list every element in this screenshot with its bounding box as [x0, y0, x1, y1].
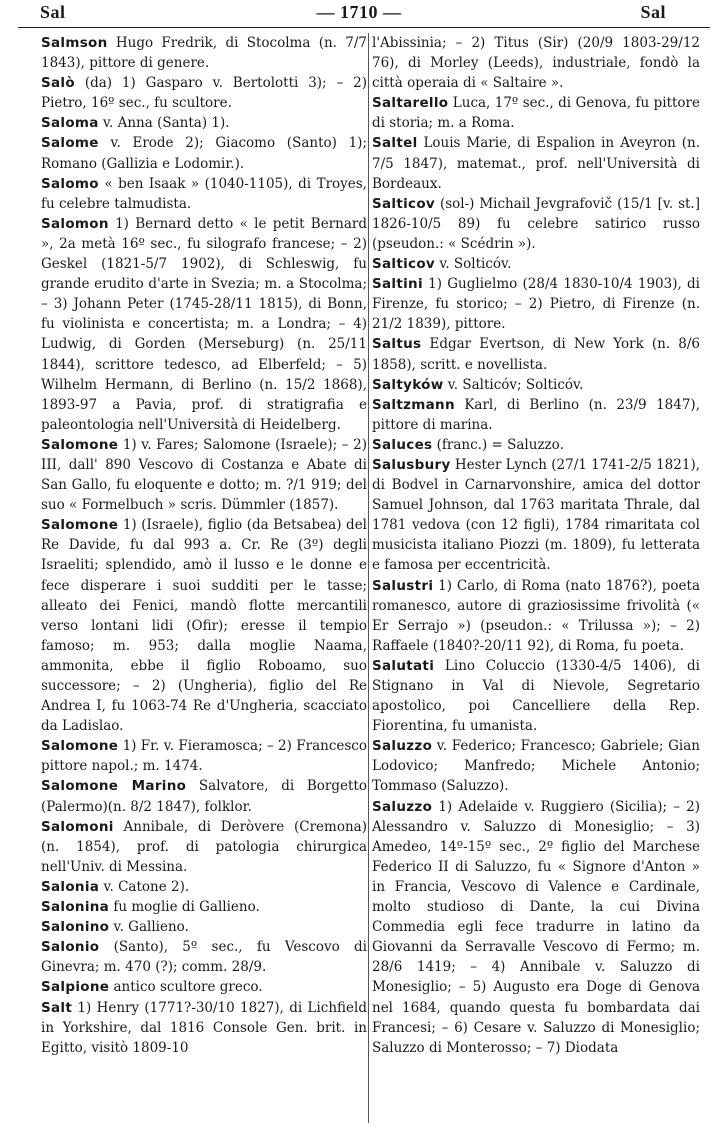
entry-text: Edgar Evertson, di New York (n. 8/6 1858), scritt. e novellista.	[372, 336, 700, 373]
entry-headword: Saloma	[41, 115, 99, 132]
dictionary-entry	[372, 736, 700, 796]
entry-text: 1) v. Fares; Salomone (Israele); – 2) III, dall' 890 Vescovo di Costanza e Abate di San Gallo, fu eloquente e dotto; m. ?/1 919; del suo « Formelbuch » scris. Dümmler (1857).	[41, 436, 367, 514]
entry-headword: Salt	[41, 999, 73, 1016]
header-rule	[18, 27, 710, 28]
dictionary-entry	[372, 274, 700, 334]
entry-headword: Salomone	[41, 738, 119, 755]
entry-text: 1) (Israele), figlio (da Betsabea) del Re Davide, fu dal 993 a. Cr. Re (3º) degli Israeliti; splendido, amò il lusso e le donne e fece disperare i suoi sudditi per le tasse; alleato dei Fenici, mandò flotte mercantili verso lontani lidi (Ofir); eresse il tempio famoso; m. 953; dalla moglie Naama, ammonita, ebbe il figlio Roboamo, suo successore; – 2) (Ungheria), figlio del Re Andrea I, fu 1063-74 Re d'Ungheria, scacciato da Ladislao.	[41, 517, 367, 735]
entry-headword: Salonio	[41, 939, 100, 956]
entry-text: 1) Guglielmo (28/4 1830-10/4 1903), di Firenze, fu storico; – 2) Pietro, di Firenze (n. 21/2 1839), pittore.	[372, 276, 700, 333]
entry-text: (sol-) Michail Jevgrafovič (15/1 [v. st.] 1826-10/5 89) fu celebre satirico russo (pseudon.: « Scédrin »).	[372, 195, 700, 252]
dictionary-entry	[41, 917, 367, 937]
entry-headword: Salusbury	[372, 456, 451, 473]
entry-headword: Saltini	[372, 276, 423, 293]
dictionary-entry	[41, 937, 367, 977]
dictionary-entry	[41, 817, 367, 877]
entry-headword: Salomone	[41, 436, 119, 453]
entry-headword: Salomone	[41, 517, 119, 534]
entry-headword: Saltarello	[372, 95, 449, 112]
entry-text: 1) Bernard detto « le petit Bernard », 2a metà 16º sec., fu silografo francese; – 2) Geskel (1821-5/7 1902), di Schleswig, fu grande erudito d'arte in Svezia; m. a Stocolma; – 3) Johann Peter (1745-28/11 1815), di Bonn, fu violinista e concertista; m. a Londra; – 4) Ludwig, di Gorden (Merseburg) (n. 25/11 1844), scrittore tedesco, ad Elberfeld; – 5) Wilhelm Hermann, di Berlino (n. 15/2 1868), 1893-97 a Pavia, prof. di stratigrafia e paleontologia nell'Università di Heidelberg.	[41, 215, 367, 433]
entry-text: Luca, 17º sec., di Genova, fu pittore di storia; m. a Roma.	[372, 95, 700, 132]
entry-text: v. Anna (Santa) 1).	[98, 115, 230, 132]
entry-text: Hugo Fredrik, di Stocolma (n. 7/7 1843), pittore di genere.	[41, 35, 367, 72]
entry-headword: Salome	[41, 135, 99, 152]
dictionary-entry	[41, 998, 367, 1058]
entry-text: Annibale, di Deròvere (Cremona) (n. 1854), prof. di patologia chirurgica nell'Univ. di Messina.	[41, 818, 367, 875]
entry-headword: Saltus	[372, 336, 422, 353]
entry-headword: Salonia	[41, 878, 100, 895]
entry-text: 1) Fr. v. Fieramosca; – 2) Francesco pittore napol.; m. 1474.	[41, 738, 367, 775]
dictionary-entry	[41, 515, 367, 736]
entry-headword: Salomone Marino	[41, 778, 187, 795]
dictionary-entry	[372, 33, 700, 93]
entry-headword: Salonino	[41, 919, 110, 936]
entry-text: Lino Coluccio (1330-4/5 1406), di Stignano in Val di Nievole, Segretario apostolico, poi Cancelliere della Rep. Fiorentina, fu umanista.	[372, 657, 700, 735]
entry-headword: Saluces	[372, 436, 433, 453]
entry-headword: Salutati	[372, 657, 435, 674]
dictionary-entry	[372, 194, 700, 254]
entry-text: (Santo), 5º sec., fu Vescovo di Ginevra; m. 470 (?); comm. 28/9.	[41, 939, 367, 976]
entry-headword: Salticov	[372, 256, 436, 273]
dictionary-entry	[372, 254, 700, 274]
dictionary-entry	[41, 33, 367, 73]
left-column	[41, 33, 367, 1058]
dictionary-entry	[41, 776, 367, 816]
dictionary-entry	[41, 977, 367, 997]
entry-text: v. Gallieno.	[109, 919, 189, 936]
entry-text: v. Salticóv; Solticóv.	[443, 376, 584, 393]
column-divider	[368, 33, 369, 1123]
entry-text: v. Solticóv.	[435, 256, 512, 273]
entry-text: 1) Carlo, di Roma (nato 1876?), poeta romanesco, autore di graziosissime frivolità (« Er Serrajo ») (pseudon.: « Trilussa »); – 2) Raffaele (1840?-20/11 92), di Roma, fu poeta.	[372, 577, 700, 654]
entry-headword: Salomo	[41, 175, 99, 192]
dictionary-entry	[41, 214, 367, 435]
dictionary-entry	[41, 897, 367, 917]
dictionary-entry	[41, 877, 367, 897]
entry-text: v. Catone 2).	[99, 878, 190, 895]
dictionary-entry	[41, 133, 367, 173]
entry-headword: Salomoni	[41, 818, 114, 835]
entry-headword: Saluzzo	[372, 738, 433, 755]
dictionary-entry	[372, 334, 700, 374]
entry-headword: Saltel	[372, 135, 418, 152]
dictionary-entry	[372, 797, 700, 1058]
dictionary-entry	[372, 435, 700, 455]
entry-text: Louis Marie, di Espalion in Aveyron (n. 7/5 1847), matemat., prof. nell'Università di Bordeaux.	[372, 135, 700, 192]
dictionary-entry	[372, 93, 700, 133]
dictionary-entry	[372, 455, 700, 576]
entry-headword: Salomon	[41, 215, 109, 232]
entry-headword: Salonina	[41, 899, 110, 916]
dictionary-entry	[41, 113, 367, 133]
dictionary-entry	[41, 435, 367, 515]
entry-headword: Salticov	[372, 195, 436, 212]
entry-headword: Saltyków	[372, 376, 444, 393]
dictionary-entry	[372, 133, 700, 193]
entry-text: Salvatore, di Borgetto (Palermo)(n. 8/2 1847), folklor.	[41, 778, 367, 815]
entry-text: 1) Henry (1771?-30/10 1827), di Lichfield in Yorkshire, dal 1816 Console Gen. brit. in Egitto, visitò 1809-10	[41, 999, 367, 1056]
entry-text: « ben Isaak » (1040-1105), di Troyes, fu celebre talmudista.	[41, 175, 367, 212]
entry-text: Karl, di Berlino (n. 23/9 1847), pittore di marina.	[372, 396, 700, 433]
entry-text: Hester Lynch (27/1 1741-2/5 1821), di Bodvel in Carnarvonshire, amica del dottor Samuel Johnson, dal 1763 maritata Thrale, dal 1781 vedova (con 12 figli), 1784 rimaritata col musicista italiano Piozzi (m. 1809), fu letterata e famosa per eccentricità.	[372, 456, 701, 574]
running-head-left: Sal	[40, 2, 66, 22]
entry-text: (franc.) = Saluzzo.	[432, 436, 564, 453]
entry-headword: Salpione	[41, 979, 110, 996]
entry-text: v. Erode 2); Giacomo (Santo) 1); Romano (Gallizia e Lodomir.).	[41, 135, 367, 172]
entry-text: 1) Adelaide v. Ruggiero (Sicilia); – 2) Alessandro v. Saluzzo di Monesiglio; – 3) Amedeo, 14º-15º sec., 2º figlio del Marchese Federico II di Saluzzo, fu « Signore d'Anton » in Francia, Vescovo di Valence e Cardinale, molto studioso di Dante, la cui Divina Commedia egli fece tradurre in latino da Giovanni da Serravalle Vescovo di Fermo; m. 28/6 1419; – 4) Annibale v. Saluzzo di Monesiglio; – 5) Augusto era Doge di Genova nel 1684, quando questa fu bombardata dai Francesi; – 6) Cesare v. Saluzzo di Monesiglio; Saluzzo di Monterosso; – 7) Diodata	[372, 798, 700, 1056]
entry-text: (da) 1) Gasparo v. Bertolotti 3); – 2) Pietro, 16º sec., fu scultore.	[41, 75, 367, 112]
entry-headword: Saltzmann	[372, 396, 455, 413]
dictionary-entry	[41, 736, 367, 776]
entry-text: antico scultore greco.	[109, 979, 263, 996]
entry-headword: Salò	[41, 75, 75, 92]
dictionary-entry	[372, 375, 700, 395]
entry-headword: Saluzzo	[372, 798, 433, 815]
entry-text: v. Federico; Francesco; Gabriele; Gian Lodovico; Manfredo; Michele Antonio; Tommaso (Saluzzo).	[372, 738, 700, 795]
dictionary-entry	[372, 576, 700, 656]
dictionary-entry	[372, 656, 700, 736]
entry-headword: Salmson	[41, 35, 108, 51]
right-column	[372, 33, 700, 1058]
running-head-right: Sal	[640, 2, 666, 22]
dictionary-entry	[372, 395, 700, 435]
entry-headword: Salustri	[372, 577, 434, 594]
entry-text: l'Abissinia; – 2) Titus (Sir) (20/9 1803-29/12 76), di Morley (Leeds), industriale, fondò la città operaia di « Saltaire ».	[372, 35, 700, 92]
page-number: — 1710 —	[316, 2, 402, 22]
dictionary-entry	[41, 174, 367, 214]
entry-text: fu moglie di Gallieno.	[109, 899, 260, 916]
dictionary-entry	[41, 73, 367, 113]
page-header	[0, 0, 718, 26]
